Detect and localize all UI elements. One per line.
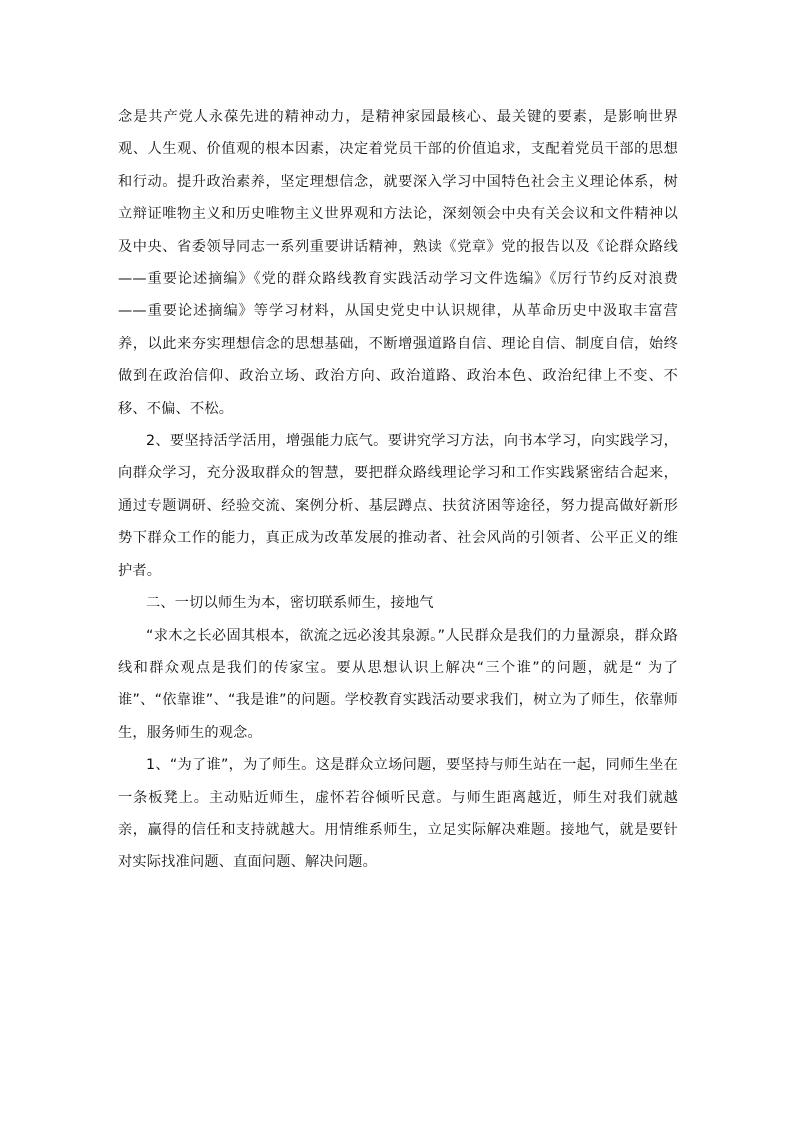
- document-body: [118, 101, 678, 879]
- paragraph-mass-line: “求木之长必固其根本，欲流之远必浚其泉源。”人民群众是我们的力量源泉，群众路线和群众观点是我们的传家宝。要从思想认识上解决“三个谁”的问题，就是“ 为了谁”、“依靠谁”、“我是谁”的问题。学校教育实践活动要求我们，树立为了师生，依靠师生，服务师生的观念。: [118, 627, 678, 741]
- paragraph-for-whom: 1、“为了谁”，为了师生。这是群众立场问题，要坚持与师生站在一起，同师生坐在一条板凳上。主动贴近师生，虚怀若谷倾听民意。与师生距离越近，师生对我们就越亲，赢得的信任和支持就越大。用情维系师生，立足实际解决难题。接地气，就是要针对实际找准问题、直面问题、解决问题。: [118, 757, 678, 871]
- paragraph-ideal-belief: 念是共产党人永葆先进的精神动力，是精神家园最核心、最关键的要素，是影响世界观、人生观、价值观的根本因素，决定着党员干部的价值追求，支配着党员干部的思想和行动。提升政治素养，坚定理想信念，就要深入学习中国特色社会主义理论体系，树立辩证唯物主义和历史唯物主义世界观和方法论，深刻领会中央有关会议和文件精神以及中央、省委领导同志一系列重要讲话精神，熟读《党章》党的报告以及《论群众路线——重要论述摘编》《党的群众路线教育实践活动学习文件选编》《厉行节约反对浪费——重要论述摘编》等学习材料，从国史党史中认识规律，从革命历史中汲取丰富营养，以此来夯实理想信念的思想基础，不断增强道路自信、理论自信、制度自信，始终做到在政治信仰、政治立场、政治方向、政治道路、政治本色、政治纪律上不变、不移、不偏、不松。: [118, 109, 678, 417]
- paragraph-learning-application: 2、要坚持活学活用，增强能力底气。要讲究学习方法，向书本学习，向实践学习，向群众学习，充分汲取群众的智慧，要把群众路线理论学习和工作实践紧密结合起来，通过专题调研、经验交流、案例分析、基层蹲点、扶贫济困等途径，努力提高做好新形势下群众工作的能力，真正成为改革发展的推动者、社会风尚的引领者、公平正义的维护者。: [118, 433, 678, 579]
- section-heading-teachers-students: 二、一切以师生为本，密切联系师生，接地气: [146, 595, 434, 612]
